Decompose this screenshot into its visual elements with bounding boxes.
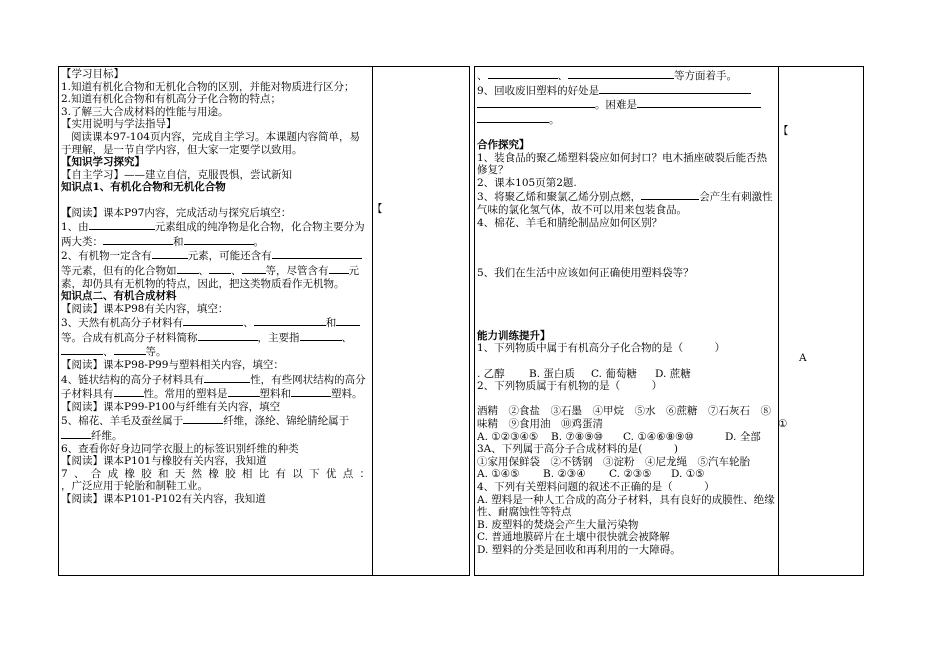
q2: 2、下列物质属于有机物的是（ ） bbox=[477, 380, 663, 393]
instructions-text: 阅读课本97-104页内容，完成自主学习。本课题内容简单，易于理解，是一节自学内容，但大家一定要学以致用。 bbox=[61, 130, 360, 156]
knowledge-point-1: 知识点1、有机化合物和无机化合物 bbox=[61, 181, 226, 194]
q2-options: A. ①②③④⑤ B. ⑦⑧⑨⑩ C. ①④⑥⑧⑨⑩ D. 全部 bbox=[477, 430, 761, 443]
right-margin-divider bbox=[778, 66, 779, 576]
blank[interactable] bbox=[209, 263, 231, 274]
blank[interactable] bbox=[488, 68, 558, 79]
item-5: 5、棉花、羊毛及蚕丝属于 纤维，涤纶、锦纶腈纶属于纤维。 bbox=[61, 415, 350, 443]
blank[interactable] bbox=[204, 372, 250, 383]
goal-2: 2.知道有机化合物和有机高分子化合物的特点； bbox=[61, 93, 282, 106]
q2-items: 酒精 ②食盐 ③石墨 ④甲烷 ⑤水 ⑥蔗糖 ⑦石灰石 ⑧味精 ⑨食用油 ⑩鸡蛋清 bbox=[477, 405, 771, 431]
left-margin-bracket: 【 bbox=[372, 203, 383, 215]
blank[interactable] bbox=[599, 83, 751, 94]
blank[interactable] bbox=[184, 234, 254, 245]
coop-1: 1、装食品的聚乙烯塑料袋应如何封口？电木插座破裂后能否热修复？ bbox=[477, 151, 768, 177]
q4: 4、下列有关塑料问题的叙述不正确的是（ ） bbox=[477, 481, 715, 493]
read-p99-100: 【阅读】课本P99-P100与纤维有关内容，填空 bbox=[61, 400, 281, 413]
item-7: 7、合成橡胶和天然橡胶相比有以下优点： bbox=[61, 467, 370, 480]
right-margin-letter-a: A bbox=[799, 352, 807, 364]
right-margin-bracket: 【 bbox=[778, 125, 789, 137]
read-p98: 【阅读】课本P98有关内容，填空： bbox=[61, 302, 229, 315]
blank[interactable] bbox=[242, 263, 266, 274]
item-9: 9、回收废旧塑料的好处是 bbox=[477, 83, 775, 98]
item-7-cont: ，广泛应用于轮胎和制鞋工业。 bbox=[61, 480, 208, 493]
heading-learning-goals: 【学习目标】 bbox=[61, 68, 124, 80]
item-8-cont: 、 、 等方面着手。 bbox=[477, 70, 737, 82]
blank[interactable] bbox=[89, 219, 155, 230]
blank[interactable] bbox=[183, 315, 243, 326]
q3a-options: A. ①④⑤ B. ②③④ C. ②③⑤ D. ①⑤ bbox=[477, 468, 705, 481]
blank[interactable] bbox=[114, 344, 146, 355]
right-margin-circle-one: ① bbox=[778, 418, 788, 430]
item-6: 6、查看你好身边同学衣服上的标签识别纤维的种类 bbox=[61, 442, 299, 455]
blank[interactable] bbox=[228, 386, 260, 397]
q3a-items: ①家用保鲜袋 ②不锈钢 ③淀粉 ④尼龙绳 ⑤汽车轮胎 bbox=[477, 455, 750, 468]
blank[interactable] bbox=[272, 248, 362, 259]
blank[interactable] bbox=[61, 428, 91, 439]
goal-3: 3.了解三大合成材料的性能与用途。 bbox=[61, 105, 229, 118]
blank[interactable] bbox=[300, 330, 342, 341]
blank[interactable] bbox=[177, 263, 199, 274]
blank[interactable] bbox=[329, 263, 349, 274]
q3a: 3A、下列属于高分子合成材料的是( ) bbox=[477, 443, 678, 456]
blank[interactable] bbox=[152, 248, 188, 259]
blank[interactable] bbox=[198, 330, 258, 341]
q4-c: C. 普通地膜碎片在土壤中很快就会被降解 bbox=[477, 531, 670, 544]
blank[interactable] bbox=[114, 386, 144, 397]
item-3: 3、天然有机高分子材料有 、 和等。合成有机高分子材料简称 ，主要指 、、 等。 bbox=[61, 315, 370, 359]
blank[interactable] bbox=[568, 68, 674, 79]
coop-5: 5、我们在生活中应该如何正确使用塑料袋等？ bbox=[477, 266, 694, 279]
read-p98-99: 【阅读】课本P98-P99与塑料相关内容，填空： bbox=[61, 359, 284, 372]
blank[interactable] bbox=[336, 315, 360, 326]
blank[interactable] bbox=[477, 112, 549, 123]
item-2: 2、有机物一定含有 元素，可能还含有等元素，但有的化合物如 、 、 等，尽管含有 元素，却仍具有无机物的特点，因此，把这类物质看作无机物。 bbox=[61, 248, 370, 290]
read-p101-102: 【阅读】课本P101-P102有关内容，我知道 bbox=[61, 493, 266, 505]
item-9-end: 。 bbox=[477, 112, 775, 127]
read-p97: 【阅读】课本P97内容，完成活动与探究后填空： bbox=[61, 206, 292, 219]
read-p101: 【阅读】课本P101与橡胶有关内容，我知道 bbox=[61, 455, 267, 468]
q4-a: A. 塑料是一种人工合成的高分子材料，具有良好的成膜性、绝缘性、耐腐蚀性等特点 bbox=[477, 493, 775, 519]
heading-knowledge-explore: 【知识学习探究】 bbox=[61, 156, 145, 169]
blank[interactable] bbox=[103, 234, 173, 245]
q1: 1、下列物质中属于有机高分子化合物的是（ ） bbox=[477, 342, 726, 355]
blank[interactable] bbox=[291, 386, 331, 397]
coop-3: 3、将聚乙烯和聚氯乙烯分别点燃， 会产生有刺激性气味的氯化氢气体，故不可以用来包装食品。 bbox=[477, 191, 773, 216]
self-study-line: 【自主学习】——建立自信，克服畏惧，尝试新知 bbox=[61, 168, 292, 181]
heading-ability-training: 能力训练提升】 bbox=[477, 329, 551, 342]
left-column bbox=[61, 68, 370, 506]
coop-4: 4、棉花、羊毛和腈纶制品应如何区别？ bbox=[477, 216, 663, 229]
blank[interactable] bbox=[641, 189, 699, 200]
right-column bbox=[477, 68, 775, 557]
knowledge-point-2: 知识点二、有机合成材料 bbox=[61, 290, 177, 303]
blank[interactable] bbox=[254, 315, 326, 326]
q4-b: B. 废塑料的焚烧会产生大量污染物 bbox=[477, 518, 639, 531]
q4-d: D. 塑料的分类是回收和再利用的一大障碍。 bbox=[477, 543, 681, 556]
item-1: 1、由 元素组成的纯净物是化合物，化合物主要分为两大类： 和 。 bbox=[61, 221, 365, 248]
left-margin-divider bbox=[372, 66, 373, 576]
heading-instructions: 【实用说明与学法指导】 bbox=[61, 118, 177, 131]
goal-1: 1.知道有机化合物和无机化合物的区别，并能对物质进行区分； bbox=[61, 80, 355, 93]
blank[interactable] bbox=[637, 97, 761, 108]
heading-cooperation: 合作探究】 bbox=[477, 138, 530, 151]
coop-2: 2、课本105页第2题. bbox=[477, 176, 577, 189]
blank[interactable] bbox=[61, 344, 103, 355]
item-9-difficulty: 。困难是 bbox=[477, 97, 775, 112]
item-4: 4、链状结构的高分子材料具有 性，有些网状结构的高分子材料具有 性。常用的塑料是 塑料和 塑料。 bbox=[61, 373, 366, 401]
blank[interactable] bbox=[477, 97, 595, 108]
q1-options: . 乙醇 B. 蛋白质 C. 葡萄糖 D. 蔗糖 bbox=[477, 367, 691, 380]
blank[interactable] bbox=[183, 413, 223, 424]
